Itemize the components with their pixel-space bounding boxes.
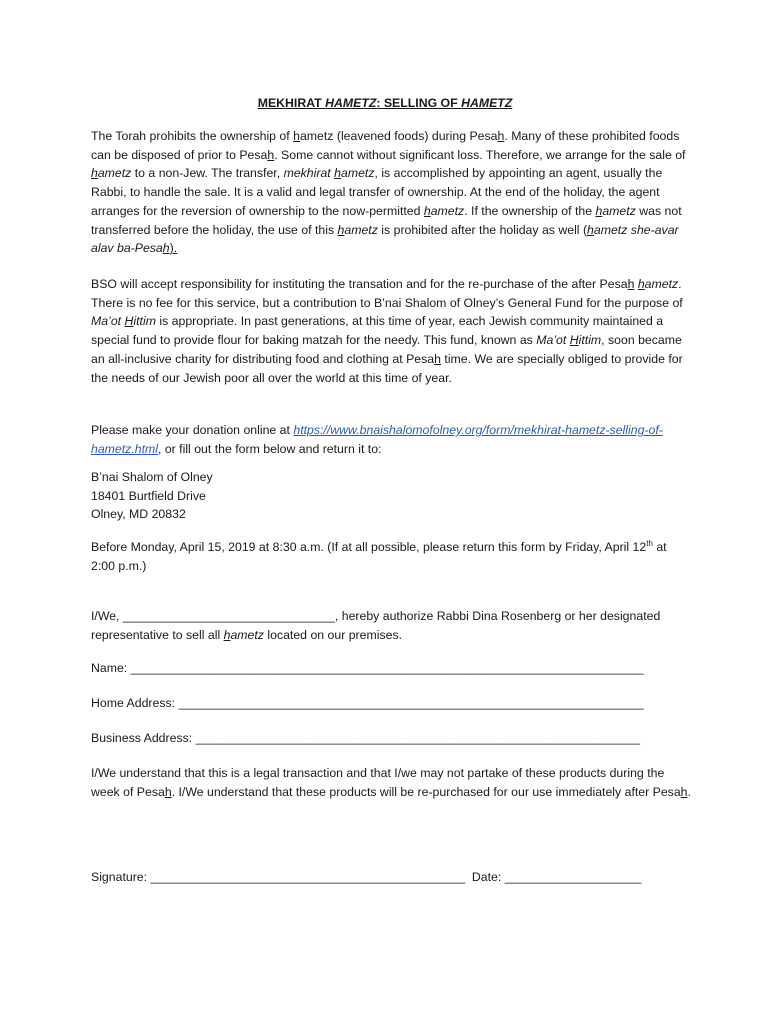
mailing-address	[91, 468, 691, 524]
address-line: 18401 Burtfield Drive	[91, 488, 206, 503]
page-title: MEKHIRAT HAMETZ: SELLING OF HAMETZ	[257, 96, 513, 110]
donation-link[interactable]: https://www.bnaishalomofolney.org/form/mekhirat-hametz-selling-of-hametz.html	[91, 423, 663, 456]
deadline-notice: Before Monday, April 15, 2019 at 8:30 a.m. (If at all possible, please return this form by Friday, April 12th at 2:00 p.m.)	[91, 538, 667, 573]
name-field[interactable]: Name: ___________________________________________________________________________	[91, 661, 644, 675]
signature-field[interactable]: Signature: ______________________________________________	[91, 870, 466, 884]
date-field[interactable]: Date: ____________________	[471, 870, 642, 884]
understanding-statement: I/We understand that this is a legal transaction and that I/we may not partake of these products during the week of Pesah. I/We understand that these products will be re-purchased for our use immediately after Pesah.	[91, 766, 691, 799]
home-address-field[interactable]: Home Address: ____________________________________________________________________	[91, 696, 644, 710]
paragraph-bso-responsibility: BSO will accept responsibility for instituting the transation and for the re-purchase of the after Pesah hametz. There is no fee for this service, but a contribution to B’nai Shalom of Olney’s General Fund for the purpose of Ma’ot Hittim is appropriate. In past generations, at this time of year, each Jewish community maintained a special fund to provide flour for baking matzah for the needy. This fund, known as Ma’ot Hittim, soon became an all-inclusive charity for distributing food and clothing at Pesah time. We are specially obliged to provide for the needs of our Jewish poor all over the world at this time of year.	[91, 277, 683, 385]
address-line: Olney, MD 20832	[91, 507, 186, 522]
business-address-field[interactable]: Business Address: _________________________________________________________________	[91, 731, 641, 745]
signature-row	[91, 868, 691, 887]
paragraph-torah-prohibition: The Torah prohibits the ownership of hametz (leavened foods) during Pesah. Many of these prohibited foods can be disposed of prior to Pesah. Some cannot without significant loss. Therefore, we arrange for the sale of hametz to a non-Jew. The transfer, mekhirat hametz, is accomplished by appointing an agent, usually the Rabbi, to handle the sale. It is a valid and legal transfer of ownership. At the end of the holiday, the agent arranges for the reversion of ownership to the now-permitted hametz. If the ownership of the hametz was not transferred before the holiday, the use of this hametz is prohibited after the holiday as well (hametz she-avar alav ba-Pesah).	[91, 129, 686, 256]
authorization-statement: I/We, _______________________________, hereby authorize Rabbi Dina Rosenberg or her designated representative to sell all hametz located on our premises.	[91, 609, 661, 642]
paragraph-donation: Please make your donation online at https://www.bnaishalomofolney.org/form/mekhirat-hametz-selling-of-hametz.html, or fill out the form below and return it to:	[91, 423, 663, 456]
address-line: B’nai Shalom of Olney	[91, 470, 213, 484]
